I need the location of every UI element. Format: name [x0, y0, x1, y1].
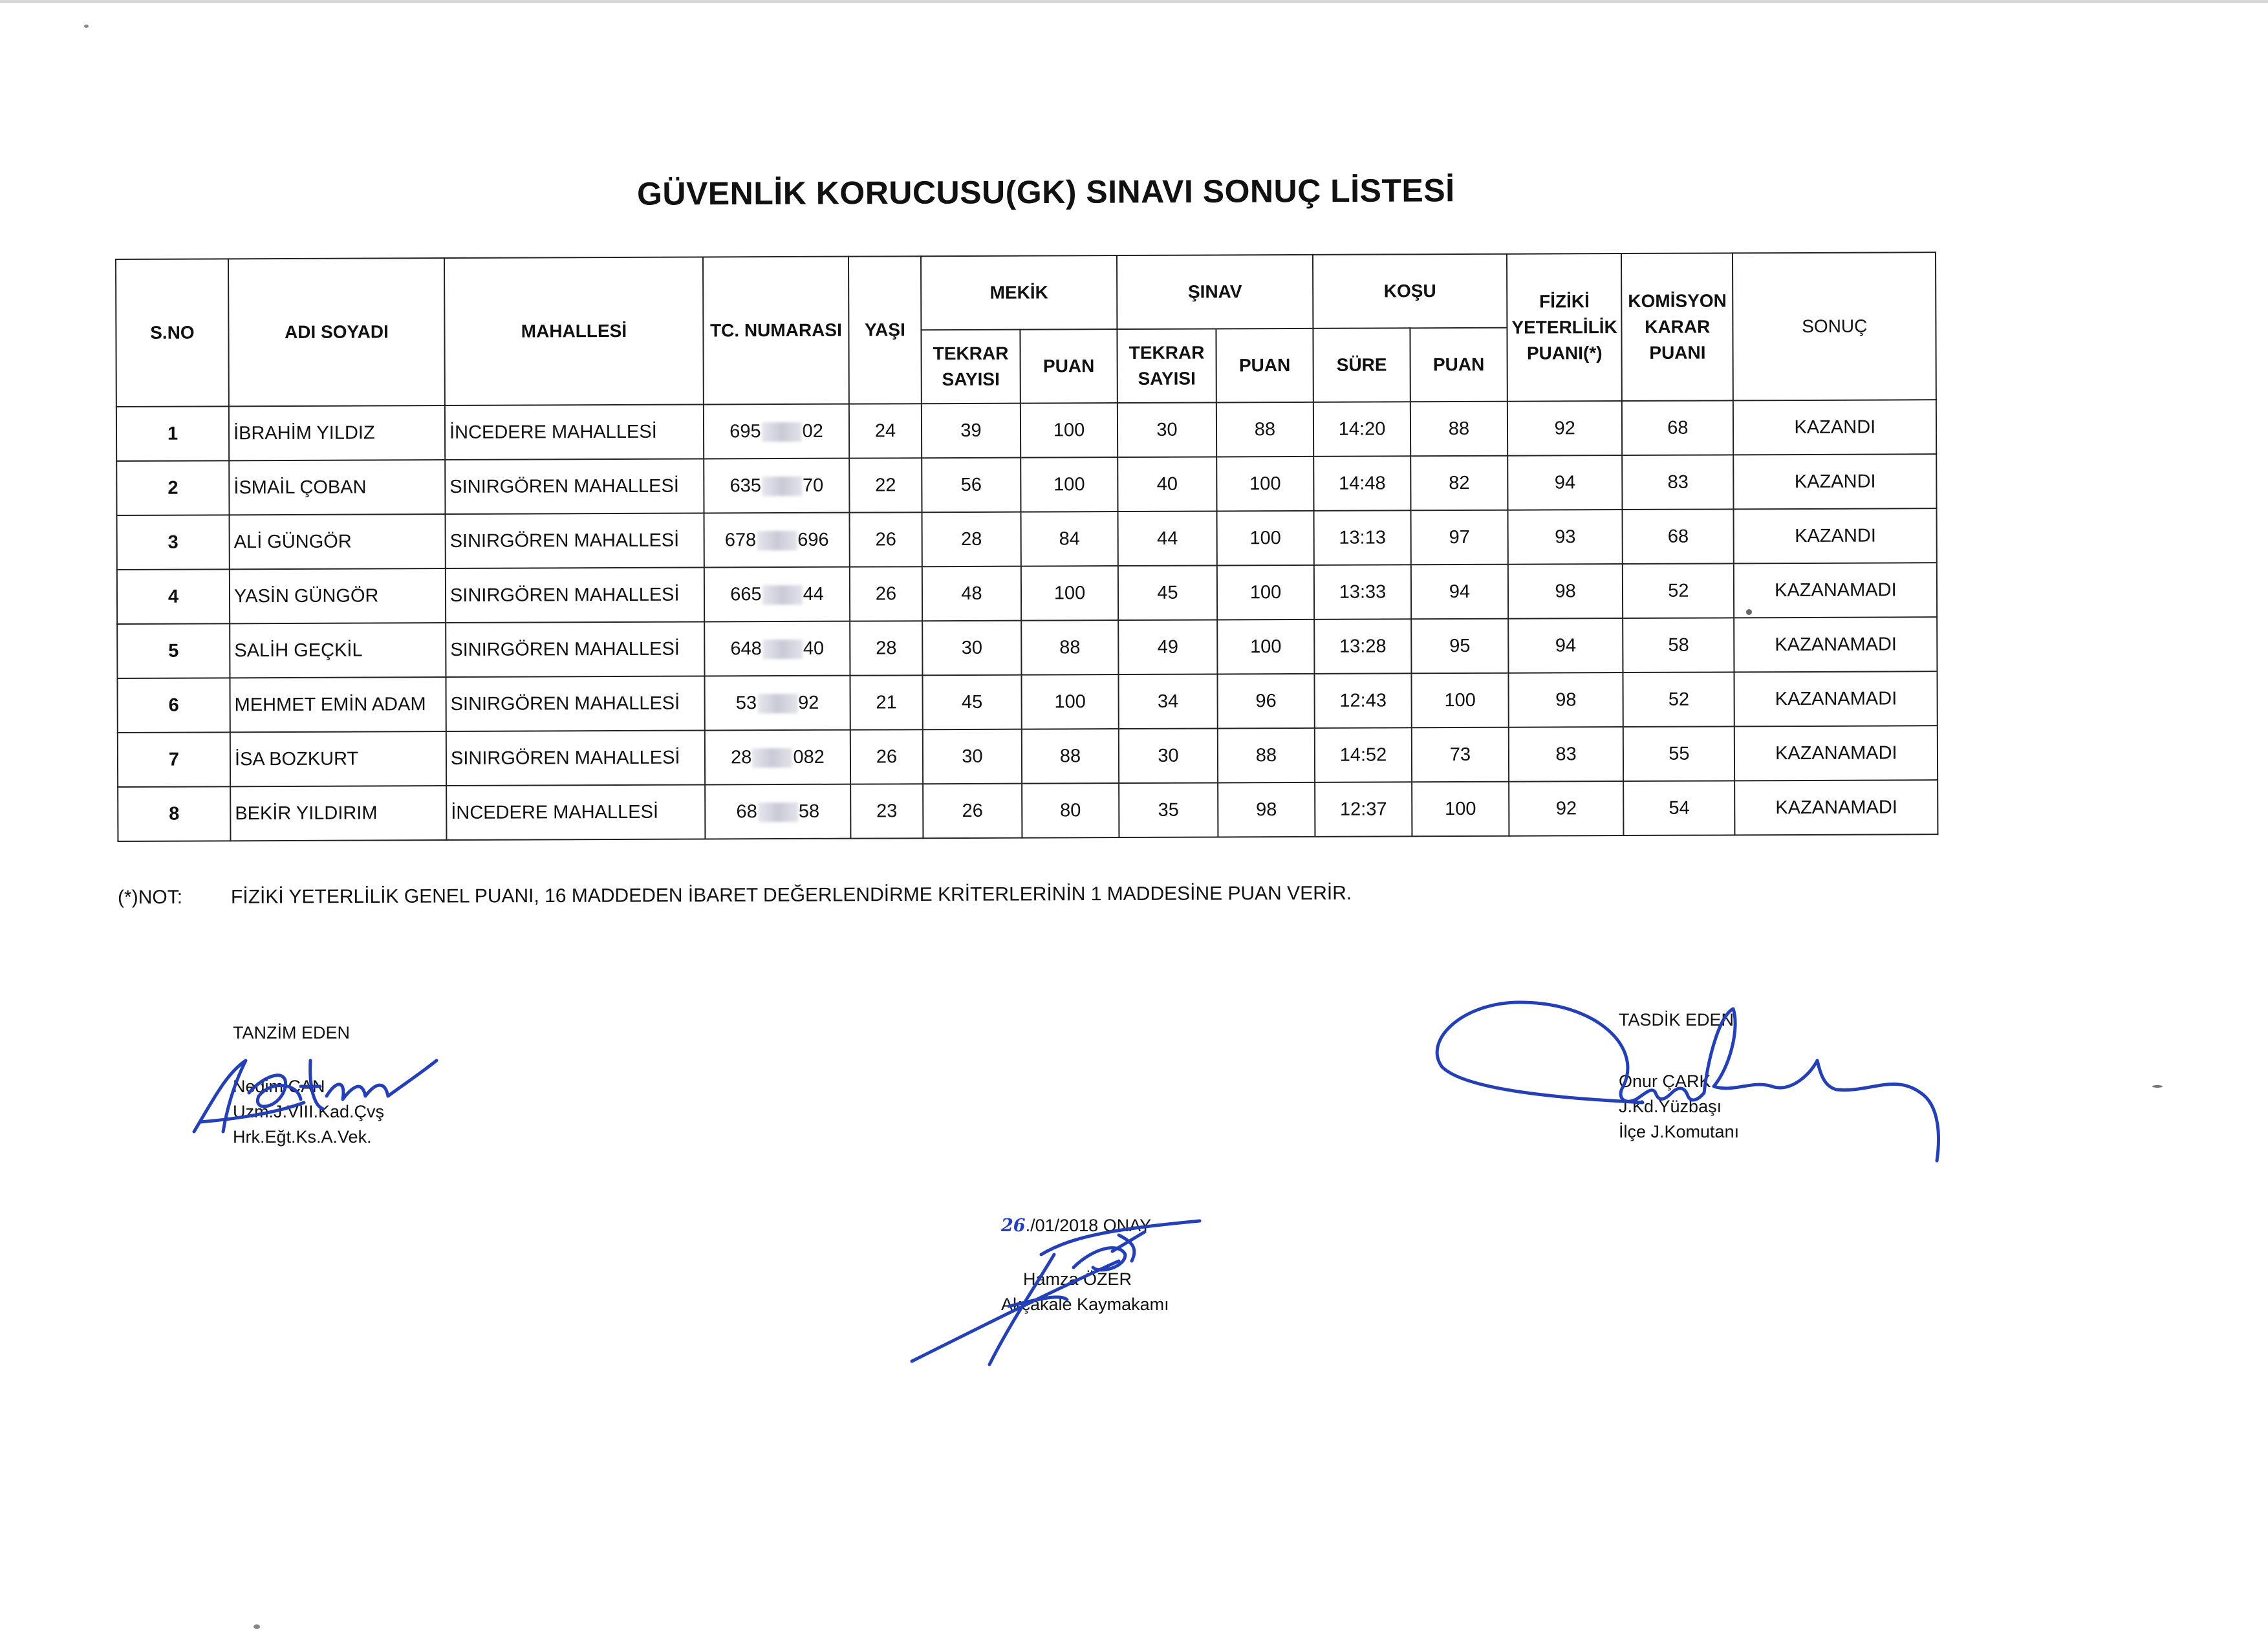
- cell-kosu-puan: 95: [1411, 619, 1508, 674]
- tasdik-rank: J.Kd.Yüzbaşı: [1619, 1097, 1722, 1116]
- cell-mekik-puan: 100: [1021, 566, 1118, 621]
- cell-sonuc: KAZANAMADI: [1734, 617, 1937, 672]
- cell-tc: [704, 676, 850, 731]
- onay-position: Akçakale Kaymakamı: [1001, 1295, 1169, 1314]
- cell-sonuc: KAZANDI: [1734, 508, 1937, 563]
- cell-yas: 23: [850, 784, 923, 838]
- cell-mekik-puan: 100: [1021, 457, 1118, 512]
- scan-speck: [254, 1624, 260, 1629]
- cell-fiziki: 92: [1509, 781, 1624, 836]
- tc-end: 44: [803, 583, 824, 605]
- cell-name: İSA BOZKURT: [230, 731, 446, 786]
- document-title: GÜVENLİK KORUCUSU(GK) SINAVI SONUÇ LİSTESİ: [636, 172, 1455, 212]
- cell-sinav-puan: 88: [1216, 402, 1313, 457]
- cell-kosu-sure: 14:48: [1313, 456, 1410, 511]
- signature-tasdik-ink: [1429, 989, 1947, 1164]
- tc-end: 58: [798, 801, 820, 822]
- tc-redaction: [758, 803, 798, 822]
- cell-yas: 21: [850, 675, 922, 729]
- tc-start: 635: [729, 475, 761, 496]
- tc-redaction: [762, 585, 803, 605]
- signature-tanzim-ink: [188, 1035, 446, 1145]
- cell-sonuc: KAZANDI: [1734, 454, 1937, 509]
- header-tc: TC. NUMARASI: [703, 257, 849, 405]
- signature-onay-ink: [905, 1216, 1209, 1371]
- cell-mahalle: SINIRGÖREN MAHALLESİ: [446, 622, 704, 678]
- cell-sinav-puan: 100: [1217, 620, 1314, 674]
- header-sonuc: SONUÇ: [1733, 252, 1936, 400]
- cell-fiziki: 98: [1508, 673, 1623, 727]
- footnote-text: FİZİKİ YETERLİLİK GENEL PUANI, 16 MADDEDEN İBARET DEĞERLENDİRME KRİTERLERİNİN 1 MADDESİNE PUAN VERİR.: [230, 882, 1352, 908]
- tc-start: 28: [731, 746, 752, 768]
- tc-redaction: [757, 531, 797, 550]
- cell-fiziki: 83: [1509, 727, 1624, 782]
- header-kosu-sure: SÜRE: [1313, 328, 1410, 402]
- cell-komisyon: 52: [1623, 672, 1734, 727]
- onay-day: 26: [1001, 1216, 1026, 1236]
- cell-sonuc: KAZANAMADI: [1734, 671, 1938, 726]
- cell-yas: 26: [850, 512, 922, 566]
- cell-sinav-puan: 100: [1217, 511, 1314, 566]
- cell-kosu-puan: 97: [1411, 510, 1508, 565]
- cell-kosu-puan: 73: [1412, 727, 1509, 782]
- cell-kosu-sure: 12:43: [1314, 673, 1411, 728]
- cell-kosu-puan: 94: [1411, 565, 1508, 620]
- cell-name: SALİH GEÇKİL: [230, 623, 446, 678]
- tc-end: 70: [802, 475, 824, 496]
- header-kosu-puan: PUAN: [1410, 328, 1507, 402]
- cell-sno: 4: [117, 569, 230, 624]
- cell-mahalle: SINIRGÖREN MAHALLESİ: [446, 676, 704, 732]
- cell-mekik-tekrar: 48: [922, 566, 1021, 621]
- cell-kosu-sure: 14:52: [1315, 727, 1412, 782]
- results-table: [115, 252, 1939, 842]
- tc-end: 696: [797, 529, 829, 550]
- cell-mekik-puan: 88: [1021, 620, 1118, 675]
- header-mekik: MEKİK: [921, 255, 1117, 330]
- cell-tc: [705, 784, 850, 839]
- cell-komisyon: 83: [1623, 455, 1734, 510]
- scan-speck: [2152, 1085, 2163, 1088]
- cell-sno: 2: [116, 460, 229, 515]
- header-yasi: YAŞI: [848, 256, 922, 404]
- cell-sinav-tekrar: 35: [1119, 782, 1218, 837]
- cell-tc: [704, 567, 850, 622]
- cell-mahalle: İNCEDERE MAHALLESİ: [445, 405, 704, 460]
- table-row: [116, 454, 1937, 515]
- table-row: [117, 508, 1938, 570]
- cell-sinav-puan: 88: [1218, 728, 1315, 783]
- tc-end: 40: [803, 638, 825, 659]
- cell-sinav-puan: 100: [1217, 565, 1314, 620]
- cell-kosu-sure: 13:33: [1314, 565, 1411, 620]
- cell-sonuc: KAZANDI: [1733, 400, 1936, 455]
- table-row: [117, 671, 1938, 733]
- cell-tc: [704, 404, 849, 459]
- footnote-label: (*)NOT:: [117, 886, 183, 909]
- header-sno: S.NO: [116, 259, 229, 407]
- scan-speck: [84, 25, 89, 28]
- cell-sno: 7: [118, 732, 230, 787]
- cell-sno: 3: [117, 515, 230, 570]
- cell-tc: [705, 730, 850, 785]
- cell-yas: 22: [849, 458, 922, 512]
- cell-sinav-tekrar: 30: [1119, 728, 1218, 783]
- cell-fiziki: 94: [1508, 618, 1623, 673]
- cell-fiziki: 93: [1508, 510, 1623, 565]
- cell-sinav-puan: 96: [1217, 674, 1314, 729]
- tc-start: 68: [736, 801, 757, 822]
- tc-end: 92: [798, 692, 819, 713]
- cell-sno: 1: [116, 406, 229, 461]
- tc-redaction: [762, 422, 802, 442]
- cell-mahalle: SINIRGÖREN MAHALLESİ: [446, 513, 704, 569]
- cell-mekik-puan: 100: [1021, 403, 1118, 458]
- cell-kosu-sure: 12:37: [1315, 782, 1412, 837]
- tc-start: 648: [730, 638, 762, 659]
- cell-fiziki: 98: [1508, 564, 1623, 619]
- tanzim-rank: Uzm.J.VIII.Kad.Çvş: [233, 1102, 385, 1121]
- scan-speck: [1746, 609, 1752, 615]
- header-mekik-tekrar: TEKRAR SAYISI: [921, 330, 1020, 404]
- cell-tc: [704, 513, 850, 568]
- cell-sno: 6: [117, 678, 230, 733]
- cell-komisyon: 68: [1622, 400, 1733, 455]
- cell-fiziki: 92: [1507, 401, 1623, 456]
- table-row: [116, 400, 1937, 461]
- table-row: [117, 563, 1938, 624]
- scan-edge: [0, 0, 2268, 3]
- cell-yas: 26: [850, 566, 922, 621]
- cell-mahalle: SINIRGÖREN MAHALLESİ: [446, 731, 705, 786]
- tasdik-position: İlçe J.Komutanı: [1619, 1122, 1740, 1141]
- tc-end: 02: [802, 420, 823, 442]
- cell-mekik-tekrar: 56: [922, 458, 1021, 513]
- cell-yas: 24: [849, 404, 922, 458]
- onay-name: Hamza ÖZER: [1023, 1269, 1132, 1289]
- tc-redaction: [752, 748, 792, 768]
- tasdik-role: TASDİK EDEN: [1619, 1010, 1734, 1029]
- cell-sinav-tekrar: 45: [1118, 565, 1217, 620]
- tc-start: 678: [724, 529, 757, 550]
- cell-mekik-tekrar: 45: [922, 675, 1021, 730]
- cell-mekik-tekrar: 30: [922, 621, 1021, 676]
- cell-komisyon: 55: [1623, 726, 1734, 781]
- header-row-1: [116, 252, 1936, 333]
- cell-mekik-tekrar: 39: [922, 404, 1021, 458]
- tc-redaction: [757, 694, 797, 713]
- cell-kosu-puan: 88: [1410, 402, 1507, 457]
- cell-mekik-puan: 88: [1022, 729, 1119, 784]
- header-sinav-puan: PUAN: [1216, 329, 1313, 403]
- cell-sno: 8: [118, 786, 230, 841]
- cell-sonuc: KAZANAMADI: [1734, 780, 1938, 835]
- cell-mekik-tekrar: 28: [922, 512, 1021, 567]
- results-table-wrap: [115, 252, 1939, 842]
- tanzim-role: TANZİM EDEN: [233, 1023, 350, 1042]
- cell-sonuc: KAZANAMADI: [1734, 726, 1938, 781]
- cell-yas: 26: [850, 729, 923, 784]
- tc-start: 665: [730, 583, 762, 605]
- cell-mekik-puan: 80: [1022, 783, 1119, 838]
- header-adi-soyadi: ADI SOYADI: [228, 258, 445, 406]
- tanzim-position: Hrk.Eğt.Ks.A.Vek.: [233, 1127, 372, 1147]
- cell-sinav-tekrar: 30: [1118, 402, 1216, 457]
- cell-sinav-tekrar: 40: [1118, 457, 1216, 512]
- cell-sinav-puan: 98: [1218, 782, 1315, 837]
- cell-yas: 28: [850, 621, 922, 675]
- cell-kosu-sure: 14:20: [1313, 402, 1410, 457]
- tc-redaction: [762, 640, 803, 659]
- cell-sinav-tekrar: 44: [1118, 511, 1217, 566]
- tc-end: 082: [793, 746, 825, 768]
- cell-sinav-puan: 100: [1216, 457, 1313, 512]
- cell-tc: [704, 621, 850, 676]
- tc-start: 53: [735, 692, 757, 713]
- cell-komisyon: 58: [1623, 618, 1734, 673]
- cell-mahalle: SINIRGÖREN MAHALLESİ: [445, 459, 704, 515]
- header-mahallesi: MAHALLESİ: [444, 257, 704, 406]
- footnote: [118, 883, 1352, 909]
- cell-mekik-puan: 100: [1021, 674, 1118, 729]
- cell-kosu-sure: 13:13: [1314, 510, 1411, 565]
- cell-sno: 5: [117, 623, 230, 678]
- cell-kosu-sure: 13:28: [1314, 619, 1411, 674]
- cell-mekik-tekrar: 30: [923, 729, 1022, 784]
- cell-kosu-puan: 100: [1412, 782, 1509, 837]
- cell-mahalle: SINIRGÖREN MAHALLESİ: [446, 568, 704, 623]
- header-komisyon: KOMİSYON KARAR PUANI: [1621, 253, 1733, 401]
- header-mekik-puan: PUAN: [1020, 329, 1117, 404]
- header-fiziki: FİZİKİ YETERLİLİK PUANI(*): [1507, 253, 1622, 402]
- header-sinav: ŞINAV: [1117, 255, 1313, 329]
- cell-sonuc: KAZANAMADI: [1734, 563, 1937, 618]
- cell-name: YASİN GÜNGÖR: [230, 568, 446, 623]
- table-row: [117, 617, 1938, 678]
- cell-kosu-puan: 100: [1411, 673, 1508, 728]
- cell-tc: [704, 458, 849, 513]
- cell-name: BEKİR YILDIRIM: [230, 786, 446, 841]
- header-sinav-tekrar: TEKRAR SAYISI: [1117, 329, 1216, 403]
- cell-fiziki: 94: [1507, 455, 1623, 510]
- cell-komisyon: 52: [1623, 563, 1734, 618]
- table-row: [118, 780, 1938, 841]
- cell-mekik-tekrar: 26: [923, 784, 1022, 839]
- cell-sinav-tekrar: 34: [1118, 674, 1217, 729]
- tanzim-name: Nedim CAN: [233, 1077, 325, 1096]
- cell-sinav-tekrar: 49: [1118, 620, 1217, 674]
- cell-komisyon: 54: [1623, 781, 1734, 835]
- cell-name: İSMAİL ÇOBAN: [229, 460, 445, 515]
- cell-komisyon: 68: [1623, 509, 1734, 564]
- tasdik-name: Onur ÇARK: [1619, 1072, 1711, 1091]
- cell-kosu-puan: 82: [1410, 456, 1507, 511]
- onay-date: ./01/2018 ONAY: [1025, 1216, 1152, 1235]
- table-row: [118, 726, 1938, 787]
- cell-name: ALİ GÜNGÖR: [230, 514, 446, 569]
- header-kosu: KOŞU: [1313, 254, 1507, 329]
- results-body: [116, 400, 1938, 841]
- tc-redaction: [762, 477, 802, 496]
- cell-mekik-puan: 84: [1021, 512, 1118, 566]
- cell-mahalle: İNCEDERE MAHALLESİ: [446, 785, 705, 841]
- tc-start: 695: [729, 420, 761, 442]
- cell-name: MEHMET EMİN ADAM: [230, 677, 446, 732]
- cell-name: İBRAHİM YILDIZ: [229, 405, 445, 460]
